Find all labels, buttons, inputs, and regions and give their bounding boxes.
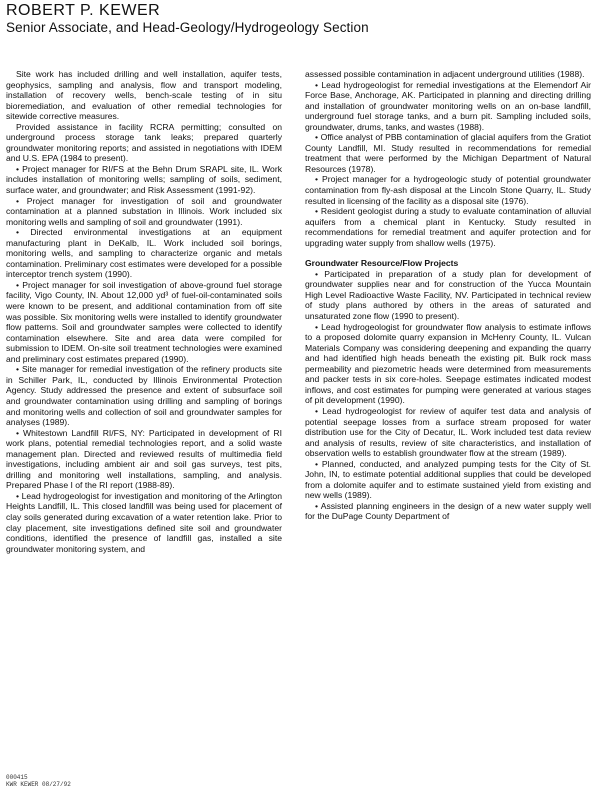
paragraph: • Site manager for remedial investigation of the refinery products site in Schiller Park, IL, conducted by Illinois Environmental Protection Agency. Study addressed the presence and extent of subsurface soil and groundwater contamination using drilling and sampling of borings and monitoring wells and collection of soil and groundwater samples for analyses (1989). <box>6 364 282 428</box>
paragraph: • Lead hydrogeologist for review of aquifer test data and analysis of potential seepage losses from a surface stream proposed for water distribution use for the City of Decatur, IL. Work included test data review and analysis of results, review of site characteristics, and installation of observation wells to establish groundwater flow at the stream (1989). <box>305 405 591 459</box>
paragraph: • Whitestown Landfill RI/FS, NY: Participated in development of RI work plans, potential remedial technologies report, and a solid waste management plan. Directed and reviewed results of multimedia field investigations, including ambient air and soil gas surveys, test pits, drilling and monitoring well installations, sampling, and analysis. Prepared Phase I of the RI report (1988-89). <box>6 427 282 491</box>
paragraph: assessed possible contamination in adjacent underground utilities (1988). <box>305 69 585 79</box>
person-name: ROBERT P. KEWER <box>6 2 161 19</box>
paragraph: • Resident geologist during a study to evaluate contamination of alluvial aquifers from a chemical plant in Kentucky. Study resulted in recommendations for remedial treatment and aquifer protection and for upgrading water supply from shallow wells (1975). <box>305 206 591 248</box>
person-title: Senior Associate, and Head-Geology/Hydrogeology Section <box>6 20 369 35</box>
paragraph: • Participated in preparation of a study plan for development of groundwater supplies near and for construction of the Yucca Mountain High Level Radioactive Waste Facility, NV. Participated in technical review of study plans authored by others in the areas of saturated and unsaturated zone flow (1990 to present). <box>305 268 591 322</box>
paragraph: • Project manager for a hydrogeologic study of potential groundwater contamination from fly-ash disposal at the Lincoln Stone Quarry, IL. Study resulted in licensing of the facility as a disposal site (1976). <box>305 174 591 206</box>
paragraph: • Project manager for investigation of soil and groundwater contamination at a planned substation in Illinois. Work included six monitoring wells and sampling of soil and groundwater (1991). <box>6 195 282 227</box>
footer-reference: KWR KEWER 08/27/92 <box>6 781 71 788</box>
paragraph: • Lead hydrogeologist for groundwater flow analysis to estimate inflows to a proposed dolomite quarry expansion in McHenry County, IL. Vulcan Materials Company was considering deepening and expanding the quarry and had identified high heads beneath the existing pit. Bulk rock mass permeability and piezometric heads were determined from measurements and packer tests in six core-holes. Seepage estimates indicated modest inflows, and cost estimates for pumping were generated at various stages of pit development (1990). <box>305 321 591 406</box>
paragraph: Provided assistance in facility RCRA permitting; consulted on underground process storage tank leaks; prepared quarterly groundwater monitoring reports; and assisted in negotiations with IDEM and U.S. EPA (1984 to present). <box>6 121 282 164</box>
footer-code: 000415 <box>6 774 28 781</box>
paragraph: • Directed environmental investigations at an equipment manufacturing plant in DeKalb, IL. Work included soil borings, monitoring wells, and sampling to characterize organic and metals contamination. Preliminary cost estimates were developed for a possible interceptor trench system (1990). <box>6 227 282 280</box>
paragraph: • Lead hydrogeologist for investigation and monitoring of the Arlington Heights Landfill, IL. This closed landfill was being used for placement of clay soils generated during excavation of a water retention lake. Prior to clay placement, site investigations defined site soil and groundwater conditions, identified the presence of landfill gas, installed a site groundwater monitoring system, and <box>6 490 282 554</box>
paragraph: • Project manager for soil investigation of above-ground fuel storage facility, Vigo County, IN. About 12,000 yd³ of fuel-oil-contaminated soils were known to be present, and additional contamination from off site was possible. Six monitoring wells were installed to identify groundwater flow patterns. Soil and groundwater samples were collected to identify contamination elsewhere. Site and area data were compiled for submission to IDEM. On-site soil treatment technologies were examined and preliminary cost estimates prepared (1990). <box>6 279 282 364</box>
left-column <box>6 69 282 554</box>
paragraph: • Lead hydrogeologist for remedial investigations at the Elemendorf Air Force Base, Anchorage, AK. Participated in planning and directing drilling and installation of groundwater monitoring wells on an on-base landfill, underground fuel storage tanks, and a burn pit. Sampling included soils, groundwater, drums, tanks, and wastes (1988). <box>305 79 591 132</box>
paragraph: • Planned, conducted, and analyzed pumping tests for the City of St. John, IN, to estimate potential additional supplies that could be developed from a dolomite aquifer and to estimate sustained yield from existing and new wells (1989). <box>305 458 591 501</box>
resume-header <box>6 2 600 36</box>
right-column <box>305 69 591 522</box>
paragraph: • Project manager for RI/FS at the Behn Drum SRAPL site, IL. Work includes installation of monitoring wells; sampling of soils, sediment, surface water, and groundwater; and Risk Assessment (1991-92). <box>6 163 282 196</box>
paragraph: Site work has included drilling and well installation, aquifer tests, geophysics, sampling and analysis, flow and transport modeling, installation of recovery wells, bench-scale testing of in situ bioremediation, and evaluation of other remedial technologies for sitewide corrective measures. <box>6 69 282 122</box>
paragraph: • Assisted planning engineers in the design of a new water supply well for the DuPage County Department of <box>305 500 591 522</box>
document-footer <box>6 774 71 788</box>
paragraph: • Office analyst of PBB contamination of glacial aquifers from the Gratiot County Landfill, MI. Study resulted in recommendations for remedial treatment that were performed by the Michigan Department of Natural Resources (1978). <box>305 132 591 174</box>
section-heading: Groundwater Resource/Flow Projects <box>305 258 459 269</box>
